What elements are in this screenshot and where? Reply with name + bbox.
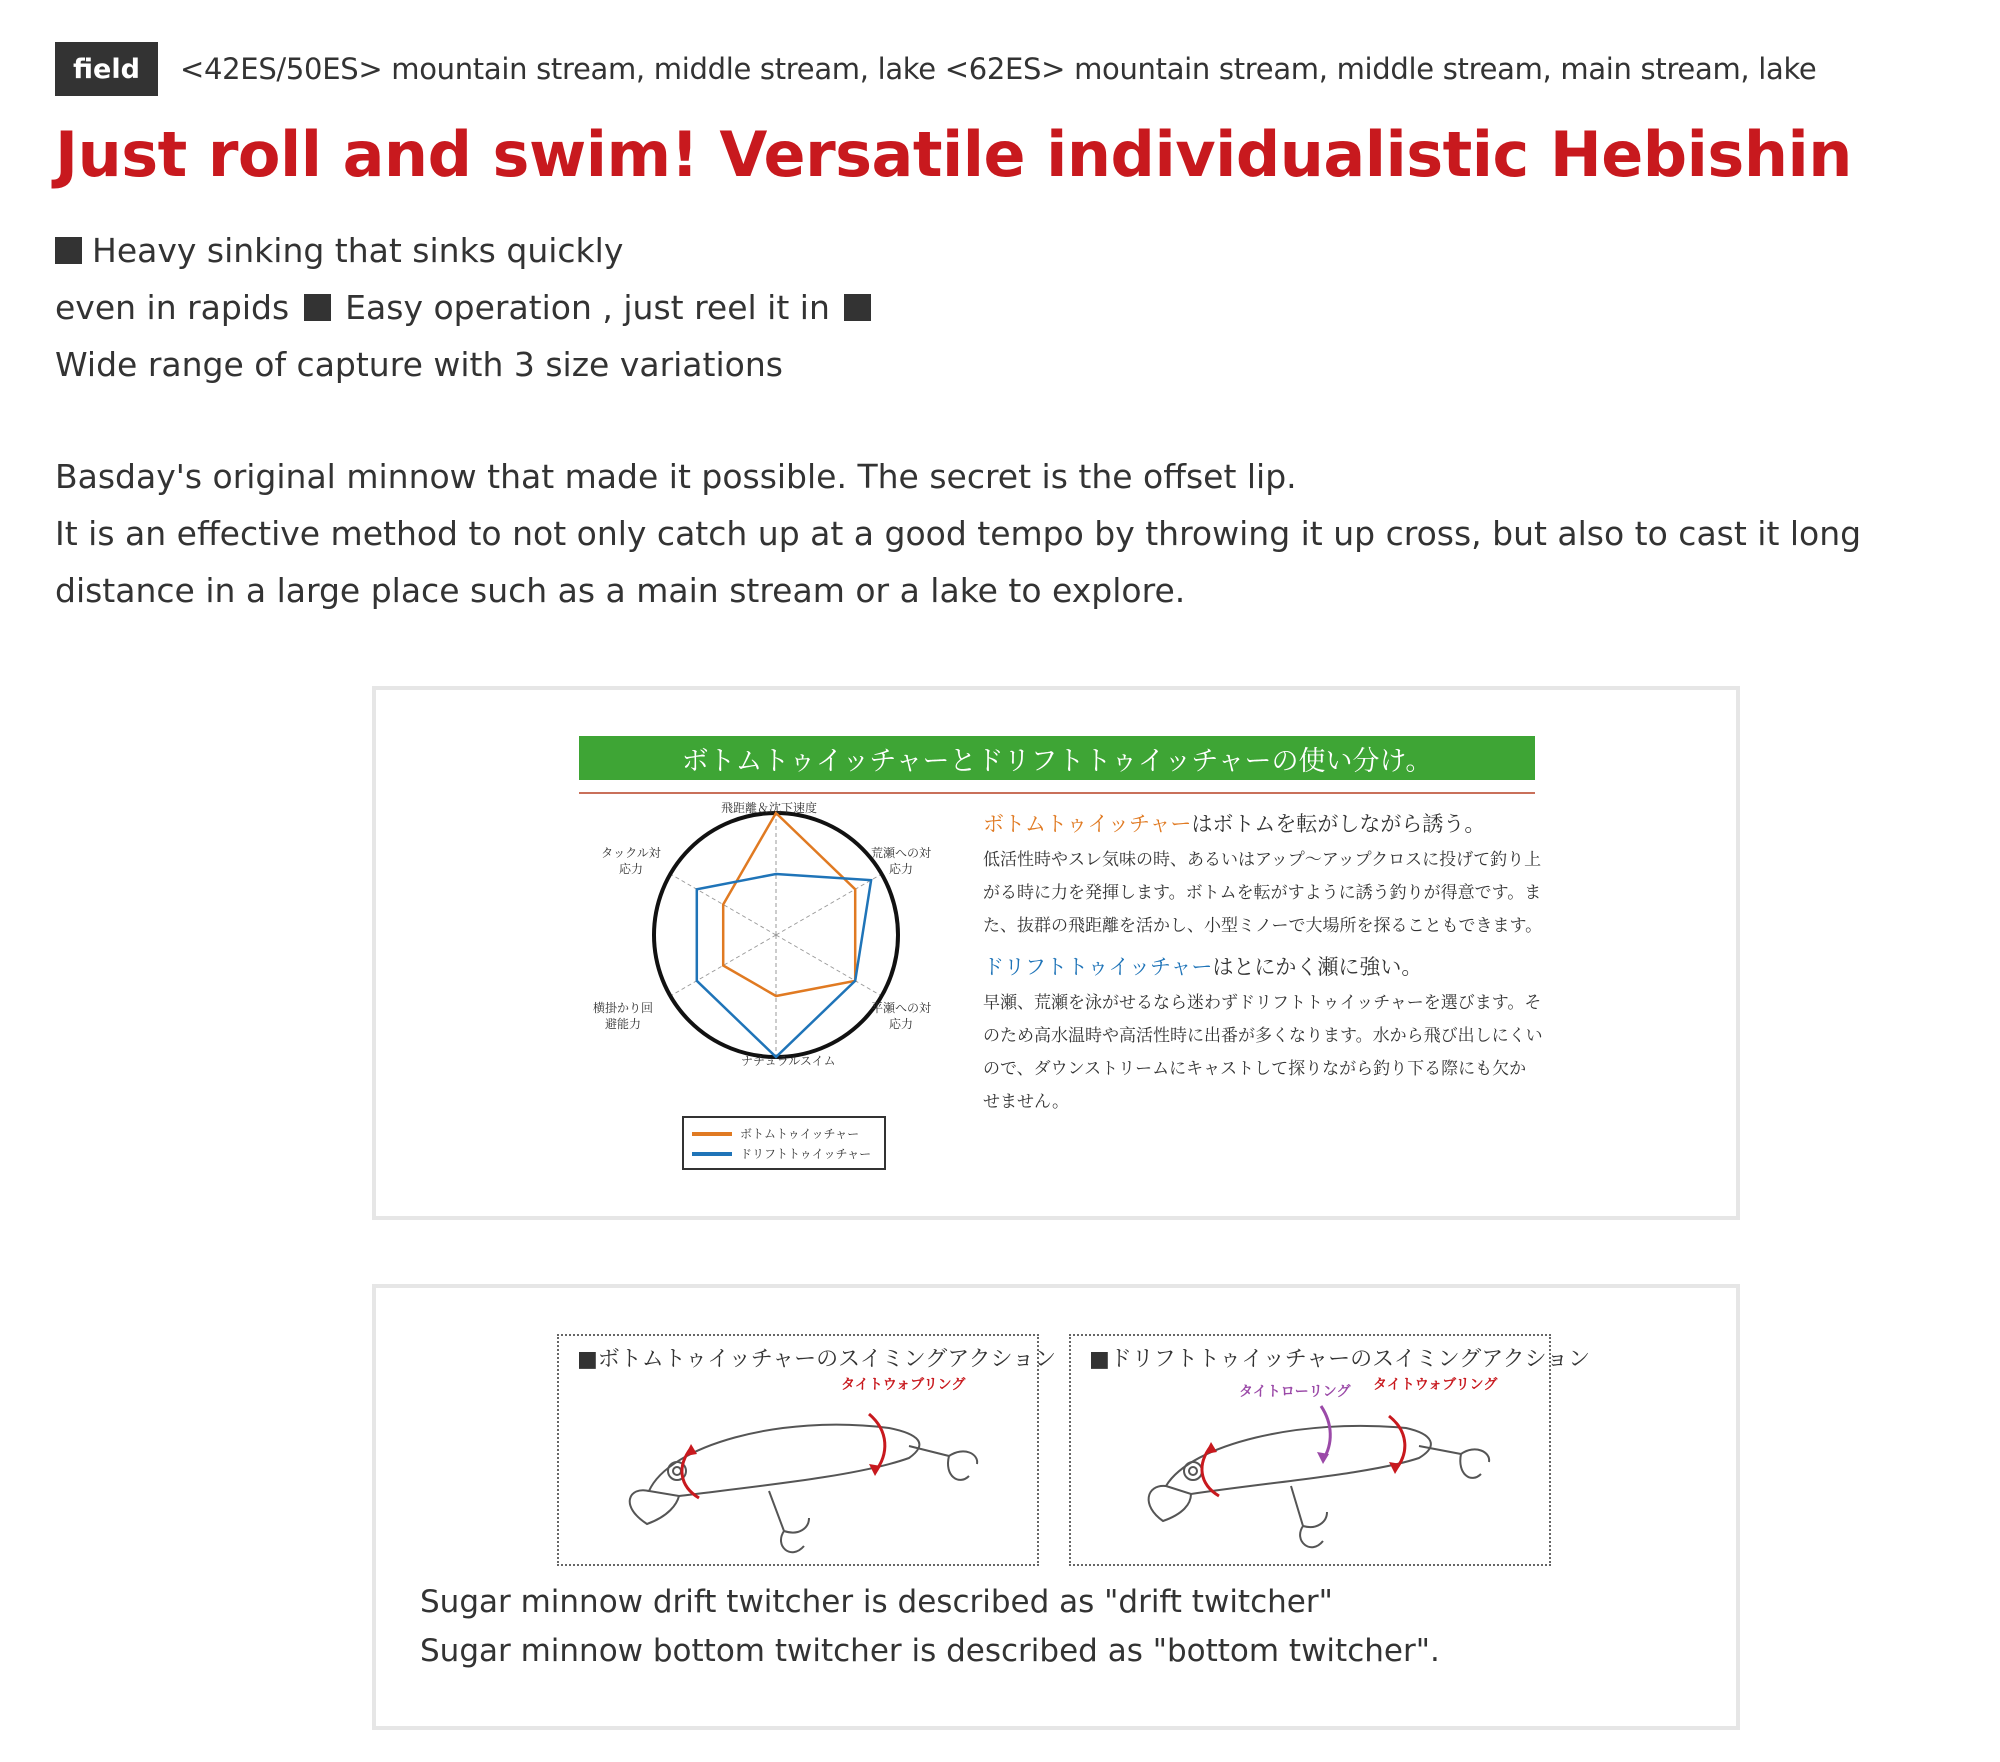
legend-item-drift (692, 1144, 876, 1164)
drift-heading-name: ドリフトトゥイッチャー (983, 955, 1213, 979)
comparison-text (983, 808, 1543, 1127)
bottom-heading-rest: はボトムを転がしながら誘う。 (1191, 812, 1486, 836)
comparison-panel (372, 686, 1740, 1220)
bottom-body: 低活性時やスレ気味の時、あるいはアップ〜アップクロスに投げて釣り上がる時に力を発揮します。ボトムを転がすように誘う釣りが得意です。また、抜群の飛距離を活かし、小型ミノーで大場所を探ることもできます。 (983, 850, 1543, 936)
drift-action-title: ■ドリフトトゥイッチャーのスイミングアクション (1089, 1347, 1591, 1372)
description-para-2: It is an effective method to not only catch up at a good tempo by throwing it up cross, but also to cast it long distance in a large place such as a main stream or a lake to explore. (55, 514, 1862, 610)
bottom-action-box (557, 1334, 1057, 1566)
legend-label-bottom: ボトムトゥイッチャー (740, 1127, 860, 1141)
feature-text-2a: even in rapids (55, 288, 290, 327)
axis-label-rough-water: 荒瀬への対応力 (870, 846, 931, 876)
feature-line-1 (55, 222, 875, 279)
description (55, 448, 2000, 619)
axis-label-tackle: タックル対応力 (601, 846, 661, 876)
feature-text-1: Heavy sinking that sinks quickly (92, 231, 624, 270)
title-divider (579, 792, 1535, 794)
axis-label-distance: 飛距離＆沈下速度 (721, 801, 818, 815)
field-text: <42ES/50ES> mountain stream, middle stream, lake <62ES> mountain stream, middle stream, main stream, lake (180, 52, 1817, 86)
headline: Just roll and swim! Versatile individualistic Hebishin (55, 118, 1852, 191)
field-row (55, 42, 1816, 96)
radar-series-bottom (723, 813, 855, 996)
description-para-1: Basday's original minnow that made it possible. The secret is the offset lip. (55, 457, 1297, 496)
field-badge: field (55, 42, 158, 96)
note-drift: Sugar minnow drift twitcher is described as "drift twitcher" (420, 1584, 1333, 1620)
bottom-action-title: ■ボトムトゥイッチャーのスイミングアクション (577, 1347, 1057, 1372)
feature-line-3: Wide range of capture with 3 size variations (55, 345, 783, 384)
square-bullet-icon (844, 294, 871, 321)
legend-swatch-orange (692, 1132, 732, 1136)
drift-heading-rest: はとにかく瀬に強い。 (1212, 955, 1423, 979)
legend-item-bottom (692, 1124, 876, 1144)
feature-text-2b: Easy operation , just reel it in (345, 288, 830, 327)
drift-wobbling-label: タイトウォブリング (1373, 1377, 1498, 1393)
legend-label-drift: ドリフトトゥイッチャー (740, 1147, 872, 1161)
bottom-heading-name: ボトムトゥイッチャー (983, 812, 1192, 836)
drift-rolling-label: タイトローリング (1239, 1384, 1351, 1400)
drift-action-box (1069, 1334, 1591, 1566)
square-bullet-icon (304, 294, 331, 321)
axis-label-snag-avoid: 横掛かり回避能力 (592, 1001, 653, 1031)
drift-body: 早瀬、荒瀬を泳がせるなら迷わずドリフトトゥイッチャーを選びます。そのため高水温時や高活性時に出番が多くなります。水から飛び出しにくいので、ダウンストリームにキャストして探りながら釣り下る際にも欠かせません。 (983, 993, 1543, 1112)
drift-heading (983, 951, 1543, 983)
square-bullet-icon (55, 237, 82, 264)
radar-chart (586, 800, 976, 1070)
comparison-title: ボトムトゥイッチャーとドリフトトゥイッチャーの使い分け。 (579, 736, 1535, 780)
features (55, 222, 875, 393)
chart-legend (682, 1116, 886, 1170)
radar-axis-line (776, 874, 882, 935)
axis-label-natural-swim: ナチュラルスイム (741, 1054, 836, 1068)
bottom-heading (983, 808, 1543, 840)
legend-swatch-blue (692, 1152, 732, 1156)
actions-panel (372, 1284, 1740, 1730)
axis-label-flat-water: 平瀬への対応力 (870, 1001, 931, 1031)
feature-line-2 (55, 279, 875, 336)
note-bottom: Sugar minnow bottom twitcher is described as "bottom twitcher". (420, 1633, 1440, 1669)
bottom-wobbling-label: タイトウォブリング (841, 1377, 966, 1393)
